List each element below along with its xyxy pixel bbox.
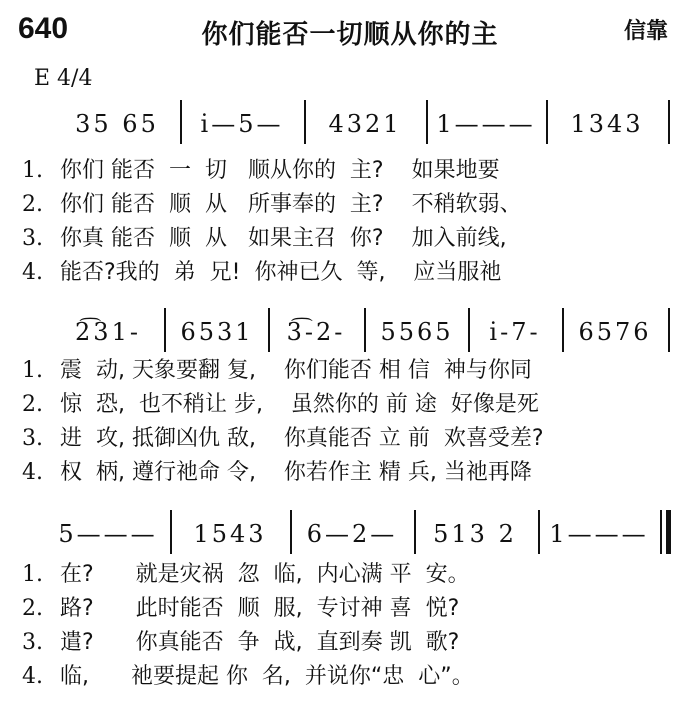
measure: 513 2 (433, 520, 517, 548)
bar-line (668, 308, 670, 352)
lyric-text: 惊 恐, 也不稍让 步, 虽然你的 前 途 好像是死 (60, 392, 539, 417)
final-bar-thick (666, 510, 671, 554)
bar-line (268, 308, 270, 352)
verse-number: 3. (22, 226, 43, 251)
hymn-author: 信靠 (623, 19, 668, 44)
measure: 6—2— (306, 520, 398, 548)
verse-number: 2. (22, 596, 43, 621)
lyric-text: 遣? 你真能否 争 战, 直到奏 凯 歌? (60, 630, 460, 655)
lyric-text: 路? 此时能否 顺 服, 专讨神 喜 悦? (60, 596, 460, 621)
hymn-title: 你们能否一切顺从你的主 (201, 20, 499, 50)
key-signature: E 4/4 (34, 66, 93, 91)
lyric-text: 你们 能否 一 切 顺从你的 主? 如果地要 (60, 158, 500, 183)
verse-number: 4. (22, 460, 43, 485)
measure: i̇—5— (200, 110, 284, 138)
verse-number: 1. (22, 562, 43, 587)
bar-line (290, 510, 292, 554)
bar-line (426, 100, 428, 144)
lyric-line (22, 188, 692, 222)
lyric-line (22, 456, 692, 490)
lyric-line (22, 354, 692, 388)
final-bar-thin (660, 510, 662, 554)
measure: 6576 (578, 318, 652, 346)
lyric-line (22, 388, 692, 422)
lyric-text: 能否?我的 弟 兄! 你神已久 等, 应当服祂 (60, 260, 502, 285)
bar-line (538, 510, 540, 554)
lyric-text: 你们 能否 顺 从 所事奉的 主? 不稍软弱、 (60, 192, 522, 217)
bar-line (414, 510, 416, 554)
verse-number: 2. (22, 192, 43, 217)
verse-number: 1. (22, 358, 43, 383)
system-3 (0, 510, 700, 700)
bar-line (562, 308, 564, 352)
measure: 1343 (570, 110, 644, 138)
notation-row (0, 314, 700, 350)
measure: 5565 (380, 318, 454, 346)
bar-line (180, 100, 182, 144)
lyric-line (22, 558, 692, 592)
lyrics-block (22, 154, 692, 290)
measure: i̇-7- (489, 318, 541, 346)
measure: 6531 (180, 318, 254, 346)
verse-number: 1. (22, 158, 43, 183)
bar-line (364, 308, 366, 352)
measure: 4321 (328, 110, 402, 138)
lyric-line (22, 422, 692, 456)
lyrics-block (22, 558, 692, 694)
lyric-text: 你真 能否 顺 从 如果主召 你? 加入前线, (60, 226, 507, 251)
lyric-text: 进 攻, 抵御凶仇 敌, 你真能否 立 前 欢喜受差? (60, 426, 544, 451)
bar-line (468, 308, 470, 352)
verse-number: 3. (22, 426, 43, 451)
measure: 3͡-2- (286, 318, 346, 346)
verse-number: 2. (22, 392, 43, 417)
bar-line (170, 510, 172, 554)
lyrics-block (22, 354, 692, 490)
hymn-number: 640 (18, 12, 69, 45)
bar-line (304, 100, 306, 144)
measure: 2͡31- (75, 318, 141, 346)
bar-line (164, 308, 166, 352)
verse-number: 4. (22, 664, 43, 689)
lyric-line (22, 256, 692, 290)
measure: 35 65 (75, 110, 159, 138)
lyric-line (22, 154, 692, 188)
lyric-text: 临, 祂要提起 你 名, 并说你“忠 心”。 (60, 664, 474, 689)
bar-line (668, 100, 670, 144)
lyric-text: 震 动, 天象要翻 复, 你们能否 相 信 神与你同 (60, 358, 532, 383)
lyric-line (22, 592, 692, 626)
lyric-line (22, 626, 692, 660)
lyric-text: 权 柄, 遵行祂命 令, 你若作主 精 兵, 当祂再降 (60, 460, 532, 485)
bar-line (546, 100, 548, 144)
verse-number: 4. (22, 260, 43, 285)
lyric-line (22, 222, 692, 256)
measure: 1543 (193, 520, 267, 548)
notation-row (0, 106, 700, 142)
measure: 5——— (58, 520, 158, 548)
notation-row (0, 516, 700, 552)
lyric-text: 在? 就是灾祸 忽 临, 内心满 平 安。 (60, 562, 470, 587)
measure: 1——— (549, 520, 649, 548)
lyric-line (22, 660, 692, 694)
system-2 (0, 308, 700, 498)
measure: 1——— (436, 110, 536, 138)
verse-number: 3. (22, 630, 43, 655)
system-1 (0, 100, 700, 290)
